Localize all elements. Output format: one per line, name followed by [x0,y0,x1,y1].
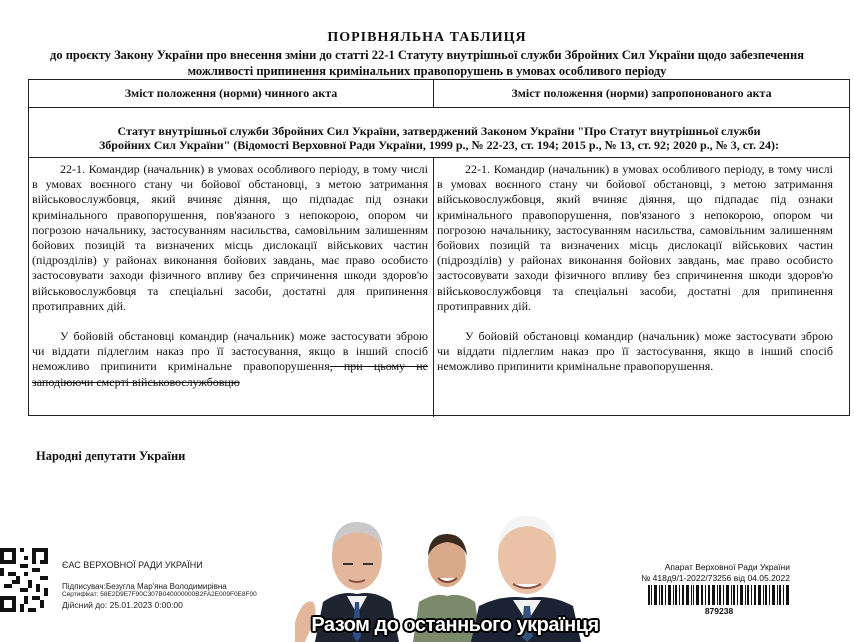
current-norm-paragraph1: 22-1. Командир (начальник) в умовах особливого періоду, в тому числі в умовах воєнного стану чи бойової обстановці, з метою затримання військовослужбовця, який вчиняє діяння, що підпадає під ознаки кримінального правопорушення, пов'язаного з непокорою, опором чи погрозою начальнику, застосуванням насильства, самовільним залишенням бойових позицій та визначених місць дислокації військових частин (підрозділів) у районах виконання бойових завдань, має право особисто застосовувати заходи фізичного впливу без спричинення шкоди здоров'ю військовослужбовця та спеціальні засоби, достатні для припинення протиправних дій. [32,162,428,313]
document-title: ПОРІВНЯЛЬНА ТАБЛИЦЯ [327,30,527,45]
proposed-norm-paragraph1: 22-1. Командир (начальник) в умовах особливого періоду, в тому числі в умовах воєнного стану чи бойової обстановці, з метою затримання військовослужбовця, який вчиняє діяння, що підпадає під ознаки кримінального правопорушення, пов'язаного з непокорою, опором чи погрозою начальнику, застосуванням насильства, самовільним залишенням бойових позицій та визначених місць дислокації військових частин (підрозділів) у районах виконання бойових завдань, має право особисто застосовувати заходи фізичного впливу без спричинення шкоди здоров'ю військовослужбовця та спеціальні засоби, достатні для припинення протиправних дій. [437,162,833,313]
table-column-divider [433,157,434,417]
statute-reference [39,124,839,152]
table-divider-header [29,107,849,108]
current-norm-struck-text: , при цьому не заподіюючи смерті військовослужбовцю [32,359,428,389]
qr-code-icon [0,548,48,612]
signature-signer: Підписувач:Безугла Мар'яна Володимирівна [62,582,227,591]
column-header-current: Зміст положення (норми) чинного акта [124,86,338,100]
proposed-norm-cell [437,162,833,375]
document-subtitle-line2: можливості припинення кримінальних правопорушень в умовах особливого періоду [187,64,667,78]
barcode-number: 879238 [704,606,734,616]
current-norm-paragraph2 [32,329,428,390]
current-norm-paragraph2-kept: У бойовій обстановці командир (начальник) може застосувати зброю чи віддати підлеглим наказ про її застосування, якщо в інший спосіб неможливо припинити кримінальне правопорушення [32,329,428,374]
barcode-icon [648,585,790,605]
deputies-signature-line: Народні депутати України [36,449,186,463]
registration-apparatus: Апарат Верховної Ради України [664,562,790,572]
statute-line1: Статут внутрішньої служби Збройних Сил України, затверджений Законом України "Про Статут внутрішньої служби [117,124,761,138]
column-header-proposed: Зміст положення (норми) запропонованого акта [511,86,772,100]
current-norm-cell [32,162,428,390]
meme-caption: Разом до останнього українця [311,614,599,636]
statute-line2: Збройних Сил України" (Відомості Верховної Ради України, 1999 р., № 22-23, ст. 194; 2015 р., № 13, ст. 92; 2020 р., № 3, ст. 24): [98,138,780,152]
signature-certificate: Сертифікат: 58E2D9E7F90C307B040000000B2FA2E009F0E8F00 [62,591,257,598]
comparison-table [28,79,850,416]
signature-system-name: ЄАС ВЕРХОВНОЇ РАДИ УКРАЇНИ [62,560,203,570]
proposed-norm-paragraph2: У бойовій обстановці командир (начальник) може застосувати зброю чи віддати підлеглим наказ про її застосування, якщо в інший спосіб неможливо припинити кримінальне правопорушення. [437,329,833,374]
document-subtitle-line1: до проєкту Закону України про внесення зміни до статті 22-1 Статуту внутрішньої служби Збройних Сил України щодо забезпечення [50,48,804,62]
registration-number: № 418д9/1-2022/73256 від 04.05.2022 [641,573,790,583]
signature-valid-until: Дійсний до: 25.01.2023 0:00:00 [62,600,183,610]
table-divider-statute [29,157,849,158]
